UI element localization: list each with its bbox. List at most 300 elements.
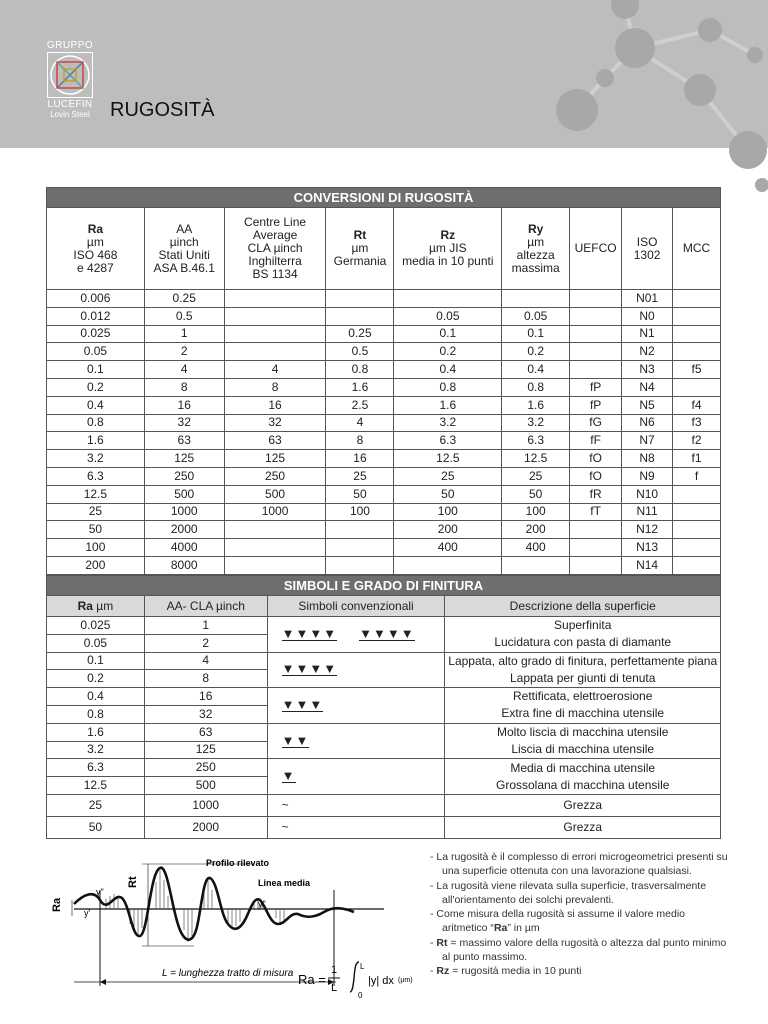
table-cell <box>224 325 326 343</box>
conversion-table-body <box>47 290 721 575</box>
table-cell <box>673 290 721 308</box>
table-row <box>47 396 721 414</box>
table-row <box>47 539 721 557</box>
header-line: Average <box>252 228 298 242</box>
diagram-ra-axis: Ra <box>51 897 63 912</box>
description-cell <box>445 759 721 795</box>
table-cell: fO <box>570 450 622 468</box>
table-cell: fP <box>570 396 622 414</box>
symbol-cell <box>267 688 445 724</box>
finish-table <box>46 575 721 839</box>
table-cell: 0.8 <box>502 378 570 396</box>
table-cell <box>570 290 622 308</box>
description-cell <box>445 723 721 759</box>
table-cell <box>673 539 721 557</box>
finish-table-body <box>47 617 721 839</box>
note-post: = rugosità media in 10 punti <box>449 965 582 978</box>
note-item: - La rugosità è il complesso di errori microgeometrici presenti su una superficie ottenuta con una lavorazione qualsiasi. <box>430 851 728 878</box>
table-cell <box>570 521 622 539</box>
table-row <box>47 450 721 468</box>
note-pre: La rugosità viene rilevata sulla superficie, trasversalmente all'orientamento dei solchi prevalenti. <box>436 879 707 906</box>
header-line: µm <box>86 234 104 249</box>
table-cell <box>326 539 394 557</box>
table-cell: 1 <box>144 325 224 343</box>
table-cell: N13 <box>622 539 673 557</box>
aa-cell: 2000 <box>144 816 267 838</box>
table-cell: f <box>673 467 721 485</box>
header-line: Centre Line <box>244 215 307 229</box>
table-cell: 1000 <box>144 503 224 521</box>
ra-cell: 12.5 <box>47 777 145 795</box>
header-ra <box>47 596 145 617</box>
description-cell <box>445 688 721 724</box>
ra-cell: 0.025 <box>47 617 145 635</box>
table-cell <box>326 290 394 308</box>
diagram-rt-axis: Rt <box>127 876 139 888</box>
symbol-cell: ~ <box>267 794 445 816</box>
header-line: µinch <box>169 234 199 249</box>
table-cell: 400 <box>394 539 502 557</box>
ra-cell: 1.6 <box>47 723 145 741</box>
header-line: altezza <box>516 247 555 262</box>
ra-formula <box>298 958 428 1005</box>
diagram-y-label-2: y' <box>84 908 91 918</box>
table-cell: 200 <box>47 556 145 574</box>
table-cell: 16 <box>326 450 394 468</box>
table-cell <box>570 325 622 343</box>
header-line: e 4287 <box>77 260 114 275</box>
ra-cell: 50 <box>47 816 145 838</box>
table-cell: 50 <box>326 485 394 503</box>
symbol-cell <box>267 759 445 795</box>
table-cell: 1.6 <box>502 396 570 414</box>
table-cell <box>224 521 326 539</box>
header-line: CLA µinch <box>247 241 303 255</box>
table-cell: 250 <box>224 467 326 485</box>
header-line: ISO 468 <box>73 247 118 262</box>
page-title: RUGOSITÀ <box>110 99 215 121</box>
table-cell: 0.2 <box>47 378 145 396</box>
table-cell: f3 <box>673 414 721 432</box>
table-cell <box>673 556 721 574</box>
header-line: ASA B.46.1 <box>153 260 215 275</box>
table-cell: 8 <box>144 378 224 396</box>
symbol-cell: ~ <box>267 816 445 838</box>
table-cell: 16 <box>224 396 326 414</box>
table-cell: fP <box>570 378 622 396</box>
table-cell: 0.1 <box>394 325 502 343</box>
diagram-mean-line-label: Linea media <box>258 878 311 888</box>
header-line: µm <box>351 241 369 255</box>
ra-cell: 0.8 <box>47 705 145 723</box>
diagram-y-label-3: y" <box>258 899 266 909</box>
table-cell: N6 <box>622 414 673 432</box>
table-cell: N01 <box>622 290 673 308</box>
table-cell: 0.05 <box>394 307 502 325</box>
conversion-table <box>46 187 721 575</box>
table-cell <box>570 361 622 379</box>
table-row <box>47 361 721 379</box>
header-symbol: Ry <box>528 221 544 236</box>
header-line: 1302 <box>633 247 661 262</box>
aa-cell: 125 <box>144 741 267 759</box>
aa-cell: 1 <box>144 617 267 635</box>
company-logo <box>44 40 96 119</box>
table-cell: f5 <box>673 361 721 379</box>
description-line: Lucidatura con pasta di diamante <box>494 635 672 650</box>
table-cell <box>673 307 721 325</box>
header-symbol: Ra <box>87 221 104 236</box>
table-cell: 125 <box>224 450 326 468</box>
table-cell: 12.5 <box>394 450 502 468</box>
table-cell: 1000 <box>224 503 326 521</box>
table-cell: 12.5 <box>47 485 145 503</box>
header-symbol: Rt <box>353 228 367 242</box>
table-cell: 100 <box>326 503 394 521</box>
ra-cell: 6.3 <box>47 759 145 777</box>
diagram-profile-label: Profilo rilevato <box>206 858 270 868</box>
note-bold: Rt <box>436 936 448 949</box>
table-cell <box>570 343 622 361</box>
logo-emblem <box>47 52 93 98</box>
header-line: BS 1134 <box>252 267 298 281</box>
note-bold: Rz <box>436 965 450 978</box>
table-cell: fF <box>570 432 622 450</box>
table-cell: 50 <box>394 485 502 503</box>
header-description: Descrizione della superficie <box>445 596 721 617</box>
conversion-header-cell <box>570 208 622 290</box>
table-cell: 32 <box>224 414 326 432</box>
formula-numerator: 1 <box>331 964 338 976</box>
ra-cell: 0.4 <box>47 688 145 706</box>
ra-cell: 0.05 <box>47 634 145 652</box>
table-cell <box>394 556 502 574</box>
header-line: Inghilterra <box>248 254 302 268</box>
table-cell: 0.2 <box>502 343 570 361</box>
aa-cell: 16 <box>144 688 267 706</box>
table-cell: N12 <box>622 521 673 539</box>
table-cell: 2000 <box>144 521 224 539</box>
table-cell: 1.6 <box>326 378 394 396</box>
symbol-cell <box>267 723 445 759</box>
conversion-header-cell <box>673 208 721 290</box>
table-cell: 500 <box>144 485 224 503</box>
table-cell: N10 <box>622 485 673 503</box>
description-cell <box>445 652 721 688</box>
header-ra-unit: µm <box>92 598 114 613</box>
table-cell: fT <box>570 503 622 521</box>
header-line: µm <box>527 234 545 249</box>
table-cell: 8 <box>224 378 326 396</box>
table-cell: 400 <box>502 539 570 557</box>
table-cell: 4 <box>144 361 224 379</box>
formula-lower-limit: 0 <box>358 991 363 1000</box>
table-cell: 0.8 <box>47 414 145 432</box>
logo-line-3: Lovin Steel <box>50 110 90 119</box>
table-cell: N9 <box>622 467 673 485</box>
table-cell: 100 <box>394 503 502 521</box>
header-line: UEFCO <box>574 241 617 255</box>
finish-symbol: ▼▼▼▼ <box>359 625 415 641</box>
table-cell <box>224 290 326 308</box>
description-cell: Grezza <box>445 794 721 816</box>
table-row <box>47 343 721 361</box>
table-cell: 32 <box>144 414 224 432</box>
table-cell: 0.8 <box>326 361 394 379</box>
table-cell: 4000 <box>144 539 224 557</box>
table-cell: 63 <box>144 432 224 450</box>
aa-cell: 32 <box>144 705 267 723</box>
conversion-table-title: CONVERSIONI DI RUGOSITÀ <box>47 188 721 208</box>
table-cell: 0.2 <box>394 343 502 361</box>
table-cell: 1.6 <box>394 396 502 414</box>
note-pre: Come misura della rugosità si assume il valore medio aritmetico “ <box>436 908 686 935</box>
table-cell <box>673 503 721 521</box>
formula-integrand: |y| dx <box>368 975 394 987</box>
table-cell: f1 <box>673 450 721 468</box>
table-cell: N1 <box>622 325 673 343</box>
aa-cell: 63 <box>144 723 267 741</box>
table-cell <box>326 556 394 574</box>
description-line: Molto liscia di macchina utensile <box>497 725 669 740</box>
note-item: - Rz = rugosità media in 10 punti <box>430 965 582 978</box>
table-cell: N7 <box>622 432 673 450</box>
table-cell <box>224 556 326 574</box>
table-row <box>47 432 721 450</box>
table-cell: N8 <box>622 450 673 468</box>
formula-denominator: L <box>331 982 338 994</box>
table-cell: 0.4 <box>394 361 502 379</box>
table-cell: 0.8 <box>394 378 502 396</box>
table-cell: 3.2 <box>47 450 145 468</box>
conversion-header-cell <box>326 208 394 290</box>
table-cell <box>673 378 721 396</box>
table-cell <box>394 290 502 308</box>
table-cell <box>224 307 326 325</box>
table-cell: 2 <box>144 343 224 361</box>
table-cell: N5 <box>622 396 673 414</box>
finish-symbol: ▼▼▼▼ <box>281 625 338 641</box>
table-cell: 25 <box>326 467 394 485</box>
notes-list <box>430 850 730 979</box>
table-cell <box>570 539 622 557</box>
finish-table-header <box>47 596 721 617</box>
finish-table-title: SIMBOLI E GRADO DI FINITURA <box>47 576 721 596</box>
table-cell: 25 <box>394 467 502 485</box>
table-row <box>47 816 721 838</box>
table-cell: 2.5 <box>326 396 394 414</box>
conversion-header-cell <box>622 208 673 290</box>
table-cell: 8000 <box>144 556 224 574</box>
page-header <box>0 0 768 148</box>
table-cell <box>326 307 394 325</box>
symbol-cell <box>267 617 445 653</box>
table-cell: 6.3 <box>394 432 502 450</box>
description-cell: Grezza <box>445 816 721 838</box>
table-row <box>47 325 721 343</box>
header-line: massima <box>511 260 560 275</box>
note-pre: La rugosità è il complesso di errori microgeometrici presenti su una superficie ottenuta con una lavorazione qualsiasi. <box>436 851 728 878</box>
conversion-header-cell <box>224 208 326 290</box>
table-cell: 6.3 <box>502 432 570 450</box>
table-cell: N14 <box>622 556 673 574</box>
table-cell: 0.4 <box>47 396 145 414</box>
table-cell: 0.25 <box>144 290 224 308</box>
header-ra-symbol: Ra <box>77 598 93 613</box>
aa-cell: 2 <box>144 634 267 652</box>
header-aa: AA- CLA µinch <box>144 596 267 617</box>
finish-symbol: ▼▼▼ <box>281 696 324 712</box>
table-cell: N3 <box>622 361 673 379</box>
aa-cell: 1000 <box>144 794 267 816</box>
table-cell: 0.012 <box>47 307 145 325</box>
table-cell: 0.025 <box>47 325 145 343</box>
finish-symbol: ▼ <box>281 768 296 784</box>
ra-cell: 25 <box>47 794 145 816</box>
table-cell: 50 <box>47 521 145 539</box>
ra-cell: 0.2 <box>47 670 145 688</box>
conversion-header-cell <box>47 208 145 290</box>
header-symbol: Rz <box>440 228 456 242</box>
table-cell <box>326 521 394 539</box>
conversion-header-cell <box>144 208 224 290</box>
table-cell: 50 <box>502 485 570 503</box>
ra-cell: 3.2 <box>47 741 145 759</box>
table-cell: 0.05 <box>47 343 145 361</box>
table-cell <box>224 343 326 361</box>
table-cell: 0.5 <box>326 343 394 361</box>
table-row <box>47 414 721 432</box>
table-cell: N0 <box>622 307 673 325</box>
table-row <box>47 290 721 308</box>
description-line: Lappata per giunti di tenuta <box>509 670 656 685</box>
header-line: ISO <box>636 234 658 249</box>
table-row <box>47 378 721 396</box>
description-line: Grossolana di macchina utensile <box>495 777 670 792</box>
table-row <box>47 503 721 521</box>
symbol-cell <box>267 652 445 688</box>
table-cell: 25 <box>47 503 145 521</box>
conversion-table-header <box>47 208 721 290</box>
diagram-y-label-1: y" <box>96 887 104 897</box>
table-cell <box>570 307 622 325</box>
table-cell: 8 <box>326 432 394 450</box>
table-cell: 200 <box>502 521 570 539</box>
table-cell <box>224 539 326 557</box>
table-cell: fO <box>570 467 622 485</box>
note-post: ” in µm <box>507 922 540 935</box>
header-line: MCC <box>682 241 711 255</box>
table-cell: f4 <box>673 396 721 414</box>
table-cell: 100 <box>47 539 145 557</box>
table-cell: 25 <box>502 467 570 485</box>
aa-cell: 500 <box>144 777 267 795</box>
ra-cell: 0.1 <box>47 652 145 670</box>
table-cell: 0.006 <box>47 290 145 308</box>
header-symbols: Simboli convenzionali <box>267 596 445 617</box>
formula-unit: (µm) <box>398 977 413 984</box>
description-line: Extra fine di macchina utensile <box>501 706 665 721</box>
description-line: Lappata, alto grado di finitura, perfettamente piana <box>448 653 718 668</box>
table-row <box>47 485 721 503</box>
table-cell: N11 <box>622 503 673 521</box>
table-cell: 100 <box>502 503 570 521</box>
header-line: media in 10 punti <box>402 254 494 268</box>
description-cell <box>445 617 721 653</box>
table-cell: 3.2 <box>502 414 570 432</box>
table-cell: 0.1 <box>502 325 570 343</box>
table-cell: N2 <box>622 343 673 361</box>
table-cell: f2 <box>673 432 721 450</box>
table-cell <box>502 556 570 574</box>
logo-line-1: GRUPPO <box>46 40 94 51</box>
table-row <box>47 521 721 539</box>
description-line: Rettificata, elettroerosione <box>513 689 653 704</box>
formula-lhs: Ra = <box>298 972 326 987</box>
table-cell: 12.5 <box>502 450 570 468</box>
note-bold: Ra <box>493 922 508 935</box>
logo-line-2: LUCEFIN <box>47 99 93 110</box>
note-item: - Come misura della rugosità si assume il valore medio aritmetico “Ra” in µm <box>430 908 686 935</box>
table-cell: fR <box>570 485 622 503</box>
table-cell: 16 <box>144 396 224 414</box>
aa-cell: 250 <box>144 759 267 777</box>
table-row <box>47 723 721 741</box>
finish-symbol: ▼▼▼▼ <box>281 661 338 677</box>
table-row <box>47 617 721 635</box>
table-cell <box>570 556 622 574</box>
table-row <box>47 688 721 706</box>
table-cell: 0.05 <box>502 307 570 325</box>
aa-cell: 8 <box>144 670 267 688</box>
table-cell: 0.1 <box>47 361 145 379</box>
header-line: Stati Uniti <box>158 247 210 262</box>
table-cell: fG <box>570 414 622 432</box>
header-line: µm JIS <box>429 241 467 255</box>
table-cell: 250 <box>144 467 224 485</box>
table-cell: 6.3 <box>47 467 145 485</box>
aa-cell: 4 <box>144 652 267 670</box>
table-cell <box>673 343 721 361</box>
table-cell: 125 <box>144 450 224 468</box>
conversion-header-cell <box>502 208 570 290</box>
description-line: Media di macchina utensile <box>510 760 656 775</box>
formula-upper-limit: L <box>360 962 365 971</box>
table-cell: 4 <box>224 361 326 379</box>
note-post: = massimo valore della rugosità o altezza dal punto minimo al punto massimo. <box>442 936 727 964</box>
table-cell: 500 <box>224 485 326 503</box>
conversion-header-cell <box>394 208 502 290</box>
note-item: - La rugosità viene rilevata sulla superficie, trasversalmente all'orientamento dei solchi prevalenti. <box>430 879 707 906</box>
table-row <box>47 307 721 325</box>
table-cell <box>673 521 721 539</box>
description-line: Superfinita <box>554 618 612 633</box>
table-cell: 0.5 <box>144 307 224 325</box>
table-cell: 4 <box>326 414 394 432</box>
table-cell: 3.2 <box>394 414 502 432</box>
table-cell: 0.25 <box>326 325 394 343</box>
table-row <box>47 652 721 670</box>
table-cell <box>673 485 721 503</box>
table-cell: 0.4 <box>502 361 570 379</box>
table-cell: 63 <box>224 432 326 450</box>
table-cell: N4 <box>622 378 673 396</box>
table-cell: 1.6 <box>47 432 145 450</box>
description-line: Liscia di macchina utensile <box>511 742 655 757</box>
table-row <box>47 467 721 485</box>
header-line: Germania <box>333 254 387 268</box>
table-row <box>47 556 721 574</box>
